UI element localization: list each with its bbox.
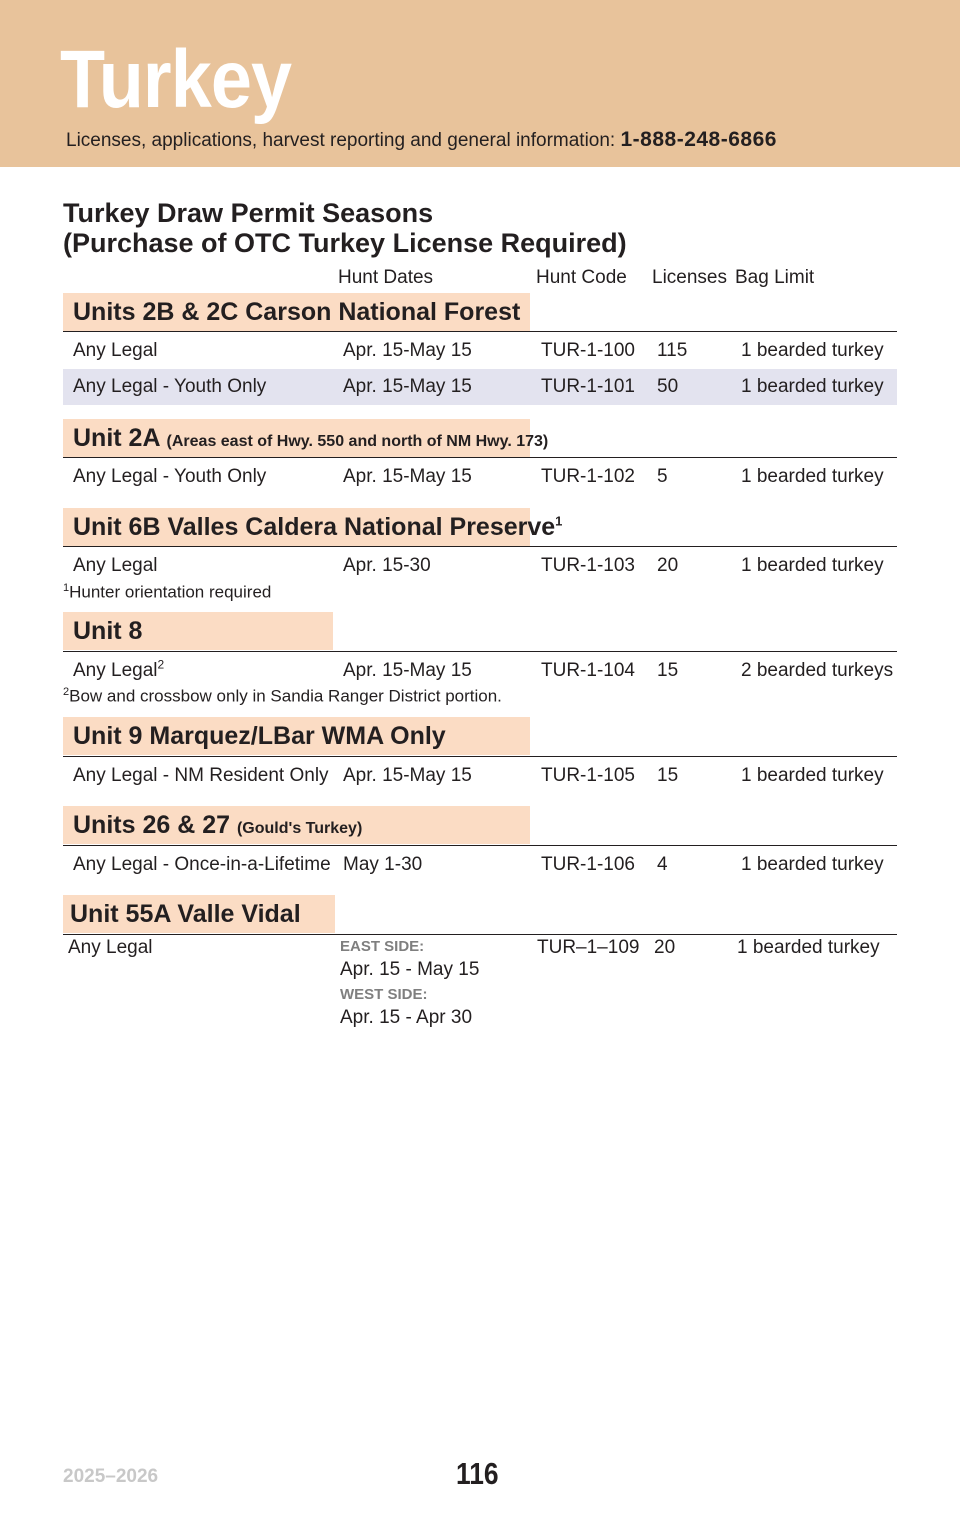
section-title (63, 198, 627, 258)
contact-info-text: Licenses, applications, harvest reporting and general information: (66, 130, 616, 151)
hunt-code: TUR-1-100 (541, 340, 635, 361)
page-number: 116 (456, 1456, 499, 1491)
divider (63, 651, 897, 652)
phone-number: 1-888-248-6866 (620, 128, 777, 151)
footer-year: 2025–2026 (63, 1466, 159, 1487)
table-row (63, 369, 897, 405)
licenses: 20 (657, 555, 679, 576)
header-banner (0, 0, 960, 167)
hunt-code: TUR-1-105 (541, 765, 635, 786)
bag-limit: 1 bearded turkey (741, 376, 884, 397)
table-row (63, 653, 897, 689)
west-side-label: WEST SIDE: (340, 986, 428, 1003)
table-row (63, 930, 897, 1040)
divider (63, 331, 897, 332)
bag-limit: 1 bearded turkey (741, 466, 884, 487)
hunt-type: Any Legal - Youth Only (73, 376, 267, 397)
unit-heading (63, 612, 333, 650)
licenses: 20 (654, 937, 676, 958)
hunt-dates: Apr. 15-May 15 (343, 466, 472, 487)
unit-note: (Areas east of Hwy. 550 and north of NM Hwy. 173) (166, 433, 549, 450)
hunt-type: Any Legal (73, 555, 158, 576)
footnote-text: Hunter orientation required (69, 582, 272, 602)
hunt-dates: Apr. 15-May 15 (343, 660, 472, 681)
hunt-code: TUR-1-102 (541, 466, 635, 487)
section-title-line1: Turkey Draw Permit Seasons (63, 198, 434, 228)
table-row (63, 758, 897, 794)
licenses: 4 (657, 854, 668, 875)
unit-heading (63, 806, 530, 844)
licenses: 50 (657, 376, 679, 397)
east-side-label: EAST SIDE: (340, 938, 425, 955)
hunt-type: Any Legal - Youth Only (73, 466, 267, 487)
column-header-hunt-dates: Hunt Dates (338, 267, 434, 288)
unit-name: Unit 9 Marquez/LBar WMA Only (73, 722, 446, 750)
west-side-dates: Apr. 15 - Apr 30 (340, 1007, 473, 1028)
licenses: 5 (657, 466, 668, 487)
hunt-dates: Apr. 15-May 15 (343, 376, 472, 397)
hunt-code: TUR-1-106 (541, 854, 635, 875)
bag-limit: 1 bearded turkey (741, 340, 884, 361)
bag-limit: 2 bearded turkeys (741, 660, 894, 681)
hunt-type: Any Legal - Once-in-a-Lifetime (73, 854, 331, 875)
unit-name: Unit 55A Valle Vidal (70, 900, 301, 928)
footnote-text: Bow and crossbow only in Sandia Ranger District portion. (69, 686, 502, 706)
hunt-type: Any Legal - NM Resident Only (73, 765, 329, 786)
table-row (63, 459, 897, 495)
hunt-code: TUR–1–109 (537, 937, 640, 958)
unit-name: Unit 6B Valles Caldera National Preserve (73, 513, 556, 541)
unit-note: (Gould's Turkey) (236, 820, 363, 837)
contact-info (66, 128, 777, 152)
hunt-dates: Apr. 15-May 15 (343, 765, 472, 786)
east-side-dates: Apr. 15 - May 15 (340, 959, 480, 980)
footnote-ref: 2 (157, 657, 165, 672)
table-row (63, 333, 897, 369)
table-row (63, 548, 897, 584)
bag-limit: 1 bearded turkey (741, 555, 884, 576)
section-title-line2: (Purchase of OTC Turkey License Required) (63, 228, 627, 258)
unit-name: Units 2B & 2C Carson National Forest (73, 298, 521, 326)
unit-heading (63, 895, 335, 933)
hunt-type (73, 653, 164, 689)
column-header-bag-limit: Bag Limit (735, 267, 815, 288)
licenses: 15 (657, 660, 679, 681)
column-header-licenses: Licenses (652, 267, 727, 288)
footnote-number: 1 (63, 582, 70, 594)
hunt-code: TUR-1-104 (541, 660, 635, 681)
bag-limit: 1 bearded turkey (737, 937, 880, 958)
hunt-type: Any Legal (68, 937, 153, 958)
unit-name: Units 26 & 27 (73, 811, 231, 839)
footnote (63, 582, 271, 603)
licenses: 15 (657, 765, 679, 786)
hunt-dates: May 1-30 (343, 854, 423, 875)
bag-limit: 1 bearded turkey (741, 765, 884, 786)
hunt-code: TUR-1-101 (541, 376, 635, 397)
hunt-code: TUR-1-103 (541, 555, 635, 576)
divider (63, 845, 897, 846)
page-title: Turkey (60, 34, 292, 125)
column-header-hunt-code: Hunt Code (536, 267, 627, 288)
unit-heading (63, 508, 563, 546)
unit-name: Unit 8 (73, 617, 143, 645)
footnote-ref: 1 (555, 513, 563, 529)
footnote-number: 2 (63, 686, 70, 698)
divider (63, 756, 897, 757)
divider (63, 546, 897, 547)
hunt-type: Any Legal (73, 340, 158, 361)
divider (63, 457, 897, 458)
hunt-dates: Apr. 15-May 15 (343, 340, 472, 361)
bag-limit: 1 bearded turkey (741, 854, 884, 875)
hunt-dates: Apr. 15-30 (343, 555, 431, 576)
licenses: 115 (657, 340, 688, 361)
footnote (63, 686, 502, 707)
unit-heading (63, 419, 549, 457)
unit-name: Unit 2A (73, 424, 160, 452)
unit-heading (63, 293, 530, 331)
hunt-type-text: Any Legal (73, 660, 158, 681)
table-row (63, 847, 897, 883)
unit-heading (63, 717, 530, 755)
